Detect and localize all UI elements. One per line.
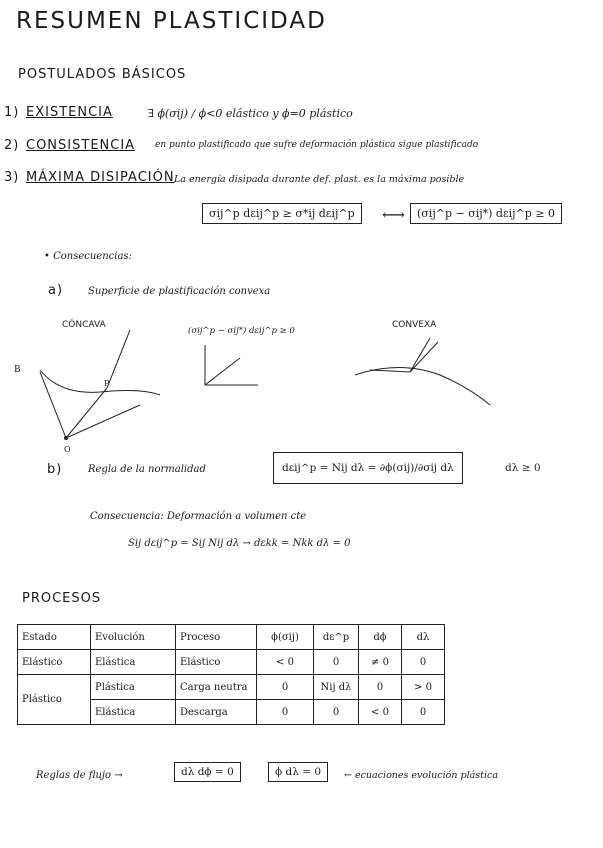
table-header-cell: Proceso <box>176 625 257 650</box>
concave-label-p: P <box>104 379 110 388</box>
convex-diagram <box>355 338 490 405</box>
dlambda-condition: dλ ≥ 0 <box>505 462 541 474</box>
table-cell: < 0 <box>359 700 402 725</box>
flow-rule-eq2: ϕ dλ = 0 <box>268 762 328 782</box>
table-header-row <box>18 625 445 650</box>
table-header-cell: dλ <box>402 625 445 650</box>
postulado-2-name: CONSISTENCIA <box>26 138 136 153</box>
concave-yield-curve <box>40 370 160 395</box>
reglas-label: Reglas de flujo → <box>36 770 123 781</box>
table-cell: Nij dλ <box>314 675 359 700</box>
procesos-table <box>17 624 445 725</box>
volume-constant-equation: Sij dεij^p = Sij Nij dλ → dεkk = Nkk dλ = 0 <box>128 538 351 549</box>
max-dissipation-inequality: σij^p dεij^p ≥ σ*ij dεij^p <box>202 203 362 224</box>
concave-diagram <box>40 330 160 440</box>
consecuencia-volume-text: Consecuencia: Deformación a volumen cte <box>90 511 307 522</box>
table-cell: Descarga <box>176 700 257 725</box>
consecuencia-b-text: Regla de la normalidad <box>88 464 206 475</box>
convex-normal <box>410 338 430 372</box>
concave-origin-point <box>65 437 68 440</box>
concave-label-o: O <box>64 445 71 454</box>
convex-normal-2 <box>410 342 438 372</box>
concave-ray-left <box>40 372 66 438</box>
table-cell: 0 <box>402 650 445 675</box>
table-cell: 0 <box>314 700 359 725</box>
concave-ray-right <box>66 388 107 438</box>
table-cell: 0 <box>314 650 359 675</box>
postulado-2-text: en punto plastificado que sufre deformación plástica sigue plastificado <box>155 140 479 150</box>
consecuencia-a-label: a) <box>48 283 64 298</box>
concave-normal <box>107 330 130 388</box>
consecuencia-b-label: b) <box>47 462 63 477</box>
postulados-heading: POSTULADOS BÁSICOS <box>18 67 187 82</box>
table-header-cell: Estado <box>18 625 91 650</box>
table-cell: Carga neutra <box>176 675 257 700</box>
table-cell: 0 <box>402 700 445 725</box>
procesos-heading: PROCESOS <box>22 591 102 606</box>
postulado-1-text: ∃ ϕ(σij) / ϕ<0 elástico y ϕ=0 plástico <box>148 107 353 120</box>
table-cell: > 0 <box>402 675 445 700</box>
table-cell: 0 <box>257 700 314 725</box>
normality-rule-equation: dεij^p = Nij dλ = ∂ϕ(σij)/∂σij dλ <box>273 452 463 484</box>
table-header-cell: ϕ(σij) <box>257 625 314 650</box>
table-cell: Elástico <box>18 650 91 675</box>
mid-diagram-label: (σij^p − σij*) dεij^p ≥ 0 <box>188 326 295 336</box>
table-row <box>18 650 445 675</box>
table-cell: Elástica <box>91 650 176 675</box>
consecuencia-a-text: Superficie de plastificación convexa <box>88 286 271 297</box>
convexa-label: CONVEXA <box>392 320 437 330</box>
table-header-cell: dϕ <box>359 625 402 650</box>
table-cell: Elástico <box>176 650 257 675</box>
flow-rule-eq1: dλ dϕ = 0 <box>174 762 241 782</box>
table-cell: Plástica <box>91 675 176 700</box>
table-cell: Plástico <box>18 675 91 725</box>
concava-label: CÓNCAVA <box>62 320 106 330</box>
table-cell: 0 <box>257 675 314 700</box>
postulado-1-name: EXISTENCIA <box>26 105 113 120</box>
page-title: RESUMEN PLASTICIDAD <box>16 8 327 34</box>
table-cell: ≠ 0 <box>359 650 402 675</box>
table-cell: 0 <box>359 675 402 700</box>
table-cell: Elástica <box>91 700 176 725</box>
concave-label-b: B <box>14 365 21 375</box>
mid-vector <box>205 358 240 385</box>
table-cell: < 0 <box>257 650 314 675</box>
postulado-3-text: La energía disipada durante def. plast. es la máxima posible <box>174 174 465 185</box>
consecuencias-label: • Consecuencias: <box>44 251 132 262</box>
max-dissipation-equivalent: (σij^p − σij*) dεij^p ≥ 0 <box>410 203 562 224</box>
table-header-cell: dε^p <box>314 625 359 650</box>
reglas-note: ← ecuaciones evolución plástica <box>344 770 498 781</box>
convex-chord <box>370 370 410 372</box>
concave-diff-vector <box>66 405 140 438</box>
equivalence-arrow-icon: ⟷ <box>382 205 405 224</box>
postulado-2-num: 2) <box>4 138 20 153</box>
convex-yield-curve <box>355 368 490 406</box>
postulado-3-name: MÁXIMA DISIPACIÓN <box>26 170 175 185</box>
postulado-3-num: 3) <box>4 170 20 185</box>
table-header-cell: Evolución <box>91 625 176 650</box>
mid-diagram <box>205 345 258 385</box>
postulado-1-num: 1) <box>4 105 20 120</box>
table-row <box>18 675 445 700</box>
